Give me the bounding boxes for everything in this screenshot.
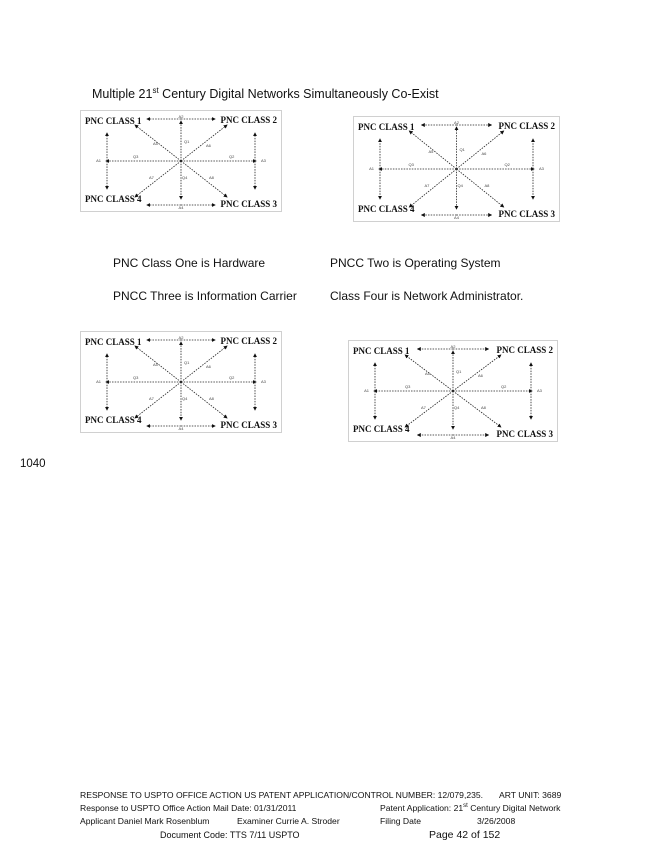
label-q3: Q3 [405,384,411,389]
label-q1: Q1 [459,147,465,152]
label-a5: A5 [428,149,434,154]
label-a3: A3 [261,158,266,163]
label-a3: A3 [537,388,542,393]
label-a8: A8 [484,183,490,188]
label-a1: A1 [364,388,369,393]
spoke-downright [181,161,227,197]
network-diagram-2 [353,116,560,222]
spoke-downleft [135,161,181,197]
spoke-downleft [135,382,181,418]
label-q4: Q4 [182,396,188,401]
footer-line-2: Response to USPTO Office Action Mail Date: 01/31/2011 Patent Application: 21st Century Digital Network [80,803,561,813]
spoke-downright [457,169,504,207]
label-a5: A5 [425,371,430,376]
label-a7: A7 [421,405,426,410]
label-a1: A1 [369,166,374,171]
diagram-label-class-2: PNC CLASS 2 [220,336,277,346]
spoke-upleft [135,346,181,382]
label-q4: Q4 [454,405,460,410]
diagram-svg [81,111,281,211]
label-a3: A3 [261,379,266,384]
spoke-downleft [405,391,453,427]
diagram-svg [349,341,557,441]
label-a5: A5 [153,141,158,146]
diagram-label-class-4: PNC CLASS 4 [85,415,142,425]
label-q1: Q1 [184,360,190,365]
diagram-svg [354,117,559,221]
label-a7: A7 [149,175,154,180]
spoke-downleft [409,169,456,207]
label-a1: A1 [96,379,101,384]
footer-line-1: RESPONSE TO USPTO OFFICE ACTION US PATENT APPLICATION/CONTROL NUMBER: 12/079,235. ART UNIT: 3689 [80,790,562,800]
footer-line-3: Applicant Daniel Mark Rosenblum Examiner Currie A. Stroder Filing Date 3/26/2008 [80,816,516,826]
diagram-label-class-2: PNC CLASS 2 [220,115,277,125]
line-number: 1040 [20,458,46,470]
label-a5: A5 [153,362,158,367]
label-q3: Q3 [133,375,139,380]
label-a4: A4 [454,215,459,220]
label-a8: A8 [481,405,486,410]
diagram-label-class-3: PNC CLASS 3 [496,429,553,439]
diagram-label-class-1: PNC CLASS 1 [85,116,142,126]
network-diagram-1 [80,110,282,212]
label-a2: A2 [454,120,459,125]
label-a6: A6 [481,151,487,156]
diagram-svg [81,332,281,432]
label-a4: A4 [178,205,184,210]
caption-class-four: Class Four is Network Administrator. [330,289,524,303]
label-a6: A6 [478,373,483,378]
label-a1: A1 [96,158,101,163]
diagram-label-class-3: PNC CLASS 3 [220,420,277,430]
page-title: Multiple 21st Century Digital Networks Simultaneously Co-Exist [92,86,439,102]
label-a4: A4 [178,426,184,431]
label-a8: A8 [209,175,214,180]
label-q2: Q2 [229,154,235,159]
label-a7: A7 [149,396,154,401]
caption-class-one: PNC Class One is Hardware [113,256,266,270]
label-a2: A2 [450,344,456,349]
diagram-label-class-3: PNC CLASS 3 [220,199,277,209]
diagram-label-class-3: PNC CLASS 3 [498,209,555,219]
diagram-label-class-1: PNC CLASS 1 [353,346,410,356]
spoke-upleft [135,125,181,161]
label-q4: Q4 [457,183,463,188]
label-a7: A7 [424,183,430,188]
page-number: Page 42 of 152 [429,829,501,841]
diagram-label-class-2: PNC CLASS 2 [498,121,555,131]
caption-class-two: PNCC Two is Operating System [330,256,501,270]
label-a4: A4 [450,435,456,440]
footer-line-4: Document Code: TTS 7/11 USPTO Page 42 of 152 [160,829,501,841]
network-diagram-3 [80,331,282,433]
label-q2: Q2 [229,375,235,380]
label-a2: A2 [178,335,184,340]
network-diagram-4 [348,340,558,442]
label-a6: A6 [206,364,211,369]
diagram-label-class-1: PNC CLASS 1 [85,337,142,347]
spoke-downright [453,391,501,427]
label-q4: Q4 [182,175,188,180]
label-a8: A8 [209,396,214,401]
diagram-label-class-4: PNC CLASS 4 [85,194,142,204]
label-q1: Q1 [456,369,462,374]
label-q2: Q2 [501,384,507,389]
diagram-label-class-2: PNC CLASS 2 [496,345,553,355]
label-a6: A6 [206,143,211,148]
label-q2: Q2 [504,162,510,167]
label-a2: A2 [178,114,184,119]
caption-class-three: PNCC Three is Information Carrier [113,289,297,303]
label-q3: Q3 [133,154,139,159]
label-q3: Q3 [408,162,414,167]
spoke-downright [181,382,227,418]
diagram-label-class-4: PNC CLASS 4 [353,424,410,434]
label-a3: A3 [539,166,544,171]
diagram-label-class-4: PNC CLASS 4 [358,204,415,214]
label-q1: Q1 [184,139,190,144]
diagram-label-class-1: PNC CLASS 1 [358,122,415,132]
